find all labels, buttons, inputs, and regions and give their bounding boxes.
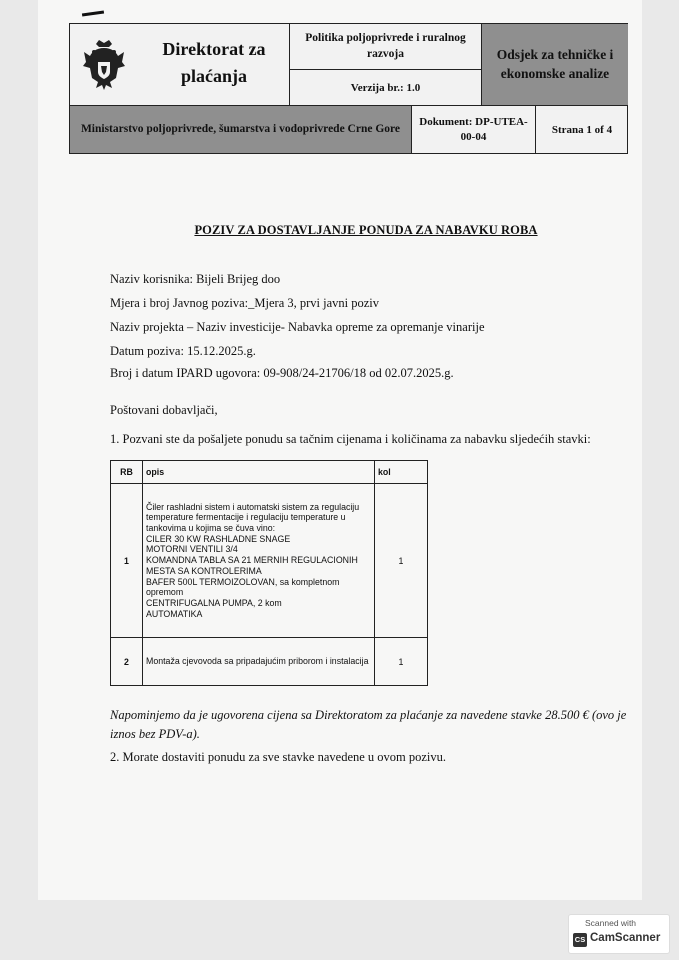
document-header (69, 23, 628, 154)
desc-line: MOTORNI VENTILI 3/4 (146, 544, 238, 555)
camscanner-name: CamScanner (590, 932, 661, 944)
version-label: Verzija br.: 1.0 (350, 81, 421, 94)
desc-line: KOMANDNA TABLA SA 21 MERNIH REGULACIONIH (146, 555, 358, 566)
desc-line: tankovima u kojima se čuva vino: (146, 522, 276, 533)
desc-line: CENTRIFUGALNA PUMPA, 2 kom (146, 598, 282, 609)
ministry-name: Ministarstvo poljoprivrede, šumarstva i vodoprivrede Crne Gore (70, 105, 412, 153)
department-cell (482, 24, 628, 105)
table-row (111, 484, 428, 638)
policy-name: Politika poljoprivrede i ruralnog razvoja (290, 24, 481, 70)
document-code: Dokument: DP-UTEA-00-04 (412, 105, 536, 153)
scanned-with-label: Scanned with (585, 918, 637, 928)
desc-line: BAFER 500L TERMOIZOLOVAN, sa kompletnom (146, 576, 340, 587)
coat-of-arms-icon (82, 38, 126, 92)
table-row (111, 638, 428, 686)
field-project: Naziv projekta – Naziv investicije- Nabavka opreme za opremanje vinarije (110, 320, 485, 334)
camscanner-icon: CS (573, 933, 587, 947)
items-table (110, 460, 428, 686)
desc-line: CILER 30 KW RASHLADNE SNAGE (146, 533, 291, 544)
row-description (143, 638, 375, 686)
desc-line: AUTOMATIKA (146, 608, 203, 619)
row-description (143, 484, 375, 638)
document-title: POZIV ZA DOSTAVLJANJE PONUDA ZA NABAVKU ROBA (194, 223, 538, 237)
policy-cell (290, 24, 482, 105)
row-rb: 1 (111, 484, 143, 638)
desc-line: Čiler rashladni sistem i automatski sistem za regulaciju (146, 501, 360, 512)
field-measure: Mjera i broj Javnog poziva:_Mjera 3, prvi javni poziv (110, 296, 380, 310)
field-user: Naziv korisnika: Bijeli Brijeg doo (110, 272, 281, 286)
row-qty: 1 (375, 484, 428, 638)
camscanner-watermark (568, 914, 670, 954)
page-number: Strana 1 of 4 (536, 105, 628, 153)
row-qty: 1 (375, 638, 428, 686)
col-qty: kol (375, 461, 428, 484)
field-contract: Broj i datum IPARD ugovora: 09-908/24-21706/18 od 02.07.2025.g. (110, 366, 454, 380)
department-name: Odsjek za tehničke i ekonomske analize (496, 47, 614, 81)
table-header-row (111, 461, 428, 484)
header-logo-cell (70, 24, 290, 105)
price-note: Napominjemo da je ugovorena cijena sa Direktoratom za plaćanje za navedene stavke 28.500 € (ovo je iznos bez PDV-a). (110, 708, 627, 741)
desc-line: Montaža cjevovoda sa pripadajućim priborom i instalacija (146, 656, 369, 667)
desc-line: temperature fermentacije i regulaciju temperature u (146, 512, 346, 523)
point-1: 1. Pozvani ste da pošaljete ponudu sa tačnim cijenama i količinama za nabavku sljedećih stavki: (110, 432, 591, 446)
greeting: Poštovani dobavljači, (110, 403, 218, 417)
col-rb: RB (111, 461, 143, 484)
row-rb: 2 (111, 638, 143, 686)
point-2: 2. Morate dostaviti ponudu za sve stavke navedene u ovom pozivu. (110, 750, 447, 764)
desc-line: opremom (146, 587, 184, 598)
field-date: Datum poziva: 15.12.2025.g. (110, 344, 256, 358)
desc-line: MESTA SA KONTROLERIMA (146, 565, 262, 576)
col-desc: opis (143, 461, 375, 484)
directorate-title: Direktorat za plaćanja (162, 39, 266, 86)
